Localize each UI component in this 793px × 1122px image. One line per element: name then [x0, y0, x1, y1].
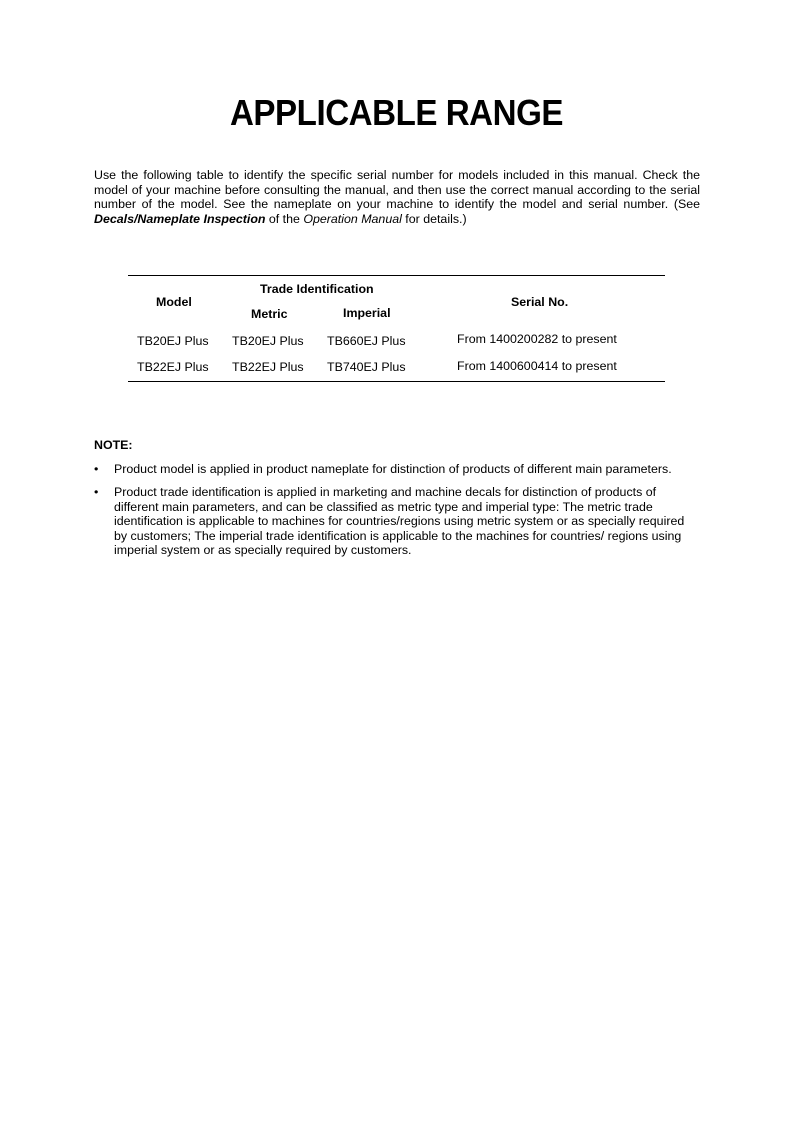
- list-item: [94, 485, 694, 557]
- list-item: [94, 462, 694, 476]
- row-serial: From 1400600414 to present: [457, 359, 617, 373]
- header-metric: Metric: [251, 307, 288, 321]
- row-model: TB22EJ Plus: [137, 360, 209, 374]
- row-imperial: TB660EJ Plus: [327, 334, 406, 348]
- row-model: TB20EJ Plus: [137, 334, 209, 348]
- intro-paragraph: [94, 168, 700, 226]
- header-serial-no: Serial No.: [511, 295, 569, 309]
- header-model: Model: [156, 295, 192, 309]
- applicable-range-table: [128, 275, 665, 382]
- note-list: [94, 462, 694, 566]
- intro-reference-decals: Decals/Nameplate Inspection: [94, 211, 266, 226]
- note-title: NOTE:: [94, 438, 133, 452]
- intro-text-after: for details.): [401, 211, 467, 226]
- intro-text-before: Use the following table to identify the specific serial number for models included in this manual. Check the model of your machine before consulting the manual, and then use the correct manual according to the serial number of the model. See the nameplate on your machine to identify the model and serial number. (See: [94, 168, 700, 212]
- row-serial: From 1400200282 to present: [457, 332, 617, 346]
- row-metric: TB22EJ Plus: [232, 360, 304, 374]
- bullet-icon: •: [94, 462, 99, 476]
- intro-reference-manual: Operation Manual: [303, 211, 402, 226]
- page-title: APPLICABLE RANGE: [229, 92, 564, 133]
- bullet-icon: •: [94, 485, 99, 500]
- header-imperial: Imperial: [343, 306, 391, 320]
- note-item-text: Product trade identification is applied in marketing and machine decals for distinction of products of different main parameters, and can be classified as metric type and imperial type: The metric trade identification is applicable to machines for countries/regions using metric system or as specially required by customers; The imperial trade identification is applicable to the machines for countries/ regions using imperial system or as specially required by customers.: [114, 485, 685, 558]
- intro-text-middle: of the: [265, 211, 304, 226]
- row-metric: TB20EJ Plus: [232, 334, 304, 348]
- row-imperial: TB740EJ Plus: [327, 360, 406, 374]
- header-trade-identification: Trade Identification: [260, 282, 374, 296]
- note-item-text: Product model is applied in product nameplate for distinction of products of different main parameters.: [114, 462, 672, 476]
